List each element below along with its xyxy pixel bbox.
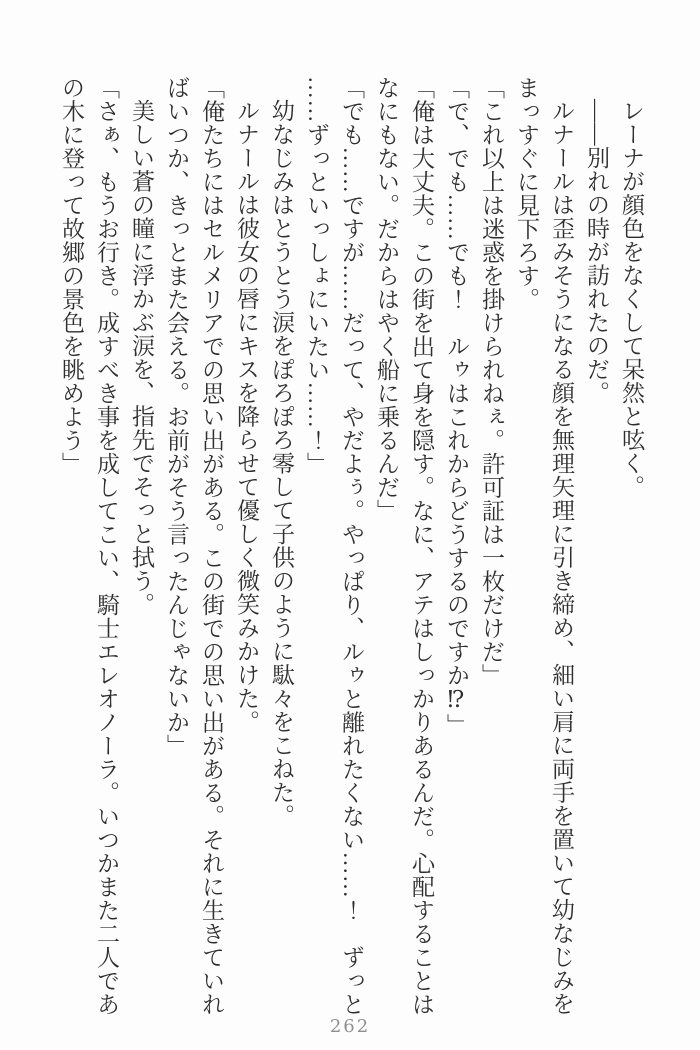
text-column: ばいつか、きっとまた会える。お前がそう言ったんじゃないか」 — [164, 76, 189, 758]
text-column: の木に登って故郷の景色を眺めよう」 — [59, 76, 84, 476]
text-column: 「これ以上は迷惑を掛けられねぇ。許可証は一枚だけだ」 — [479, 76, 504, 687]
text-column: レーナが顔色をなくして呆然と呟く。 — [619, 99, 644, 499]
text-column: ――別れの時が訪れたのだ。 — [584, 99, 609, 405]
text-column: ルナールは彼女の唇にキスを降らせて優しく微笑みかけた。 — [234, 99, 259, 734]
text-column: 幼なじみはとうとう涙をぽろぽろ零して子供のように駄々をこねた。 — [269, 99, 294, 828]
text-column: 「さぁ、もうお行き。成すべき事を成してこい、騎士エレオノーラ。いつかまた二人であ — [94, 76, 119, 1016]
text-column: ルナールは歪みそうになる顔を無理矢理に引き締め、細い肩に両手を置いて幼なじみを — [549, 99, 574, 1016]
text-column: 「俺は大丈夫。この街を出て身を隠す。なに、アテはしっかりあるんだ。心配することは — [409, 76, 434, 1016]
text-column: 「で、でも……でも！ ルゥはこれからどうするのですか⁉」 — [444, 76, 469, 737]
text-column: 「俺たちにはセルメリアでの思い出がある。この街での思い出がある。それに生きていれ — [199, 76, 224, 1016]
text-column: ……ずっといっしょにいたい……！」 — [304, 76, 329, 476]
page-number: 262 — [329, 1016, 371, 1037]
text-column: なにもない。だからはやく船に乗るんだ」 — [374, 76, 399, 523]
text-column: 「でも……ですが……だって、やだよぅ。やっぱり、ルゥと離れたくない……！ ずっと — [339, 76, 364, 1016]
text-area — [54, 76, 649, 1018]
text-column: 美しい蒼の瞳に浮かぶ涙を、指先でそっと拭う。 — [129, 99, 154, 616]
text-column: まっすぐに見下ろす。 — [514, 76, 539, 311]
